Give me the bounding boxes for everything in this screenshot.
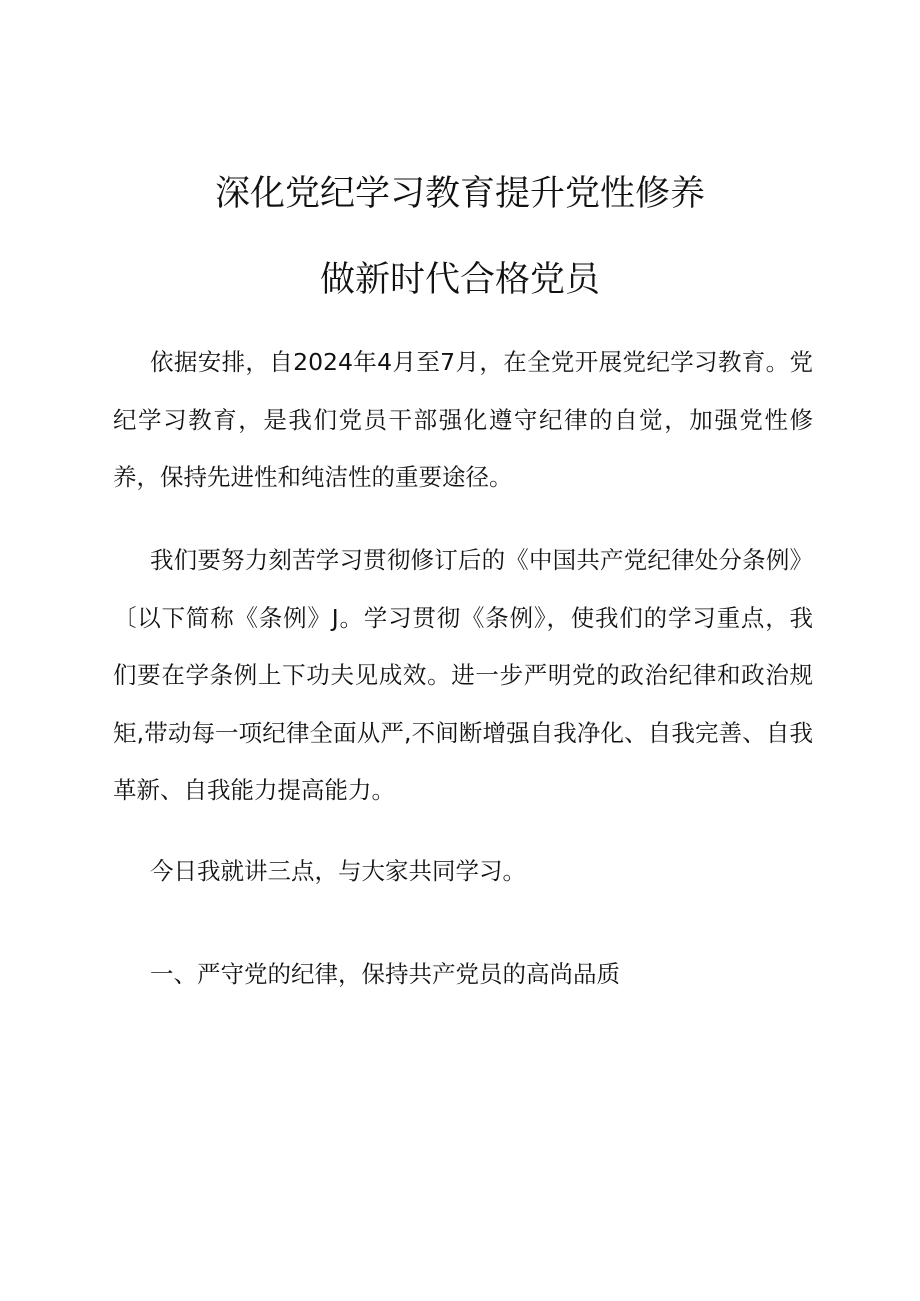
document-title-line-2: 做新时代合格党员 [319, 260, 600, 300]
section-heading-1: 一、严守党的纪律，保持共产党员的高尚品质 [150, 960, 620, 988]
paragraph-today: 今日我就讲三点，与大家共同学习。 [150, 857, 526, 885]
paragraph-regulations: 我们要努力刻苦学习贯彻修订后的《中国共产党纪律处分条例》〔以下简称《条例》J。学习贯彻《条例》，使我们的学习重点，我们要在学条例上下功夫见成效。进一步严明党的政治纪律和政治规矩,带动每一项纪律全面从严,不间断增强自我净化、自我完善、自我革新、自我能力提高能力。 [113, 546, 813, 804]
document-title-line-1: 深化党纪学习教育提升党性修养 [214, 174, 705, 214]
paragraph-intro: 依据安排，自2024年4月至7月，在全党开展党纪学习教育。党纪学习教育，是我们党员干部强化遵守纪律的自觉，加强党性修养，保持先进性和纯洁性的重要途径。 [113, 348, 813, 491]
